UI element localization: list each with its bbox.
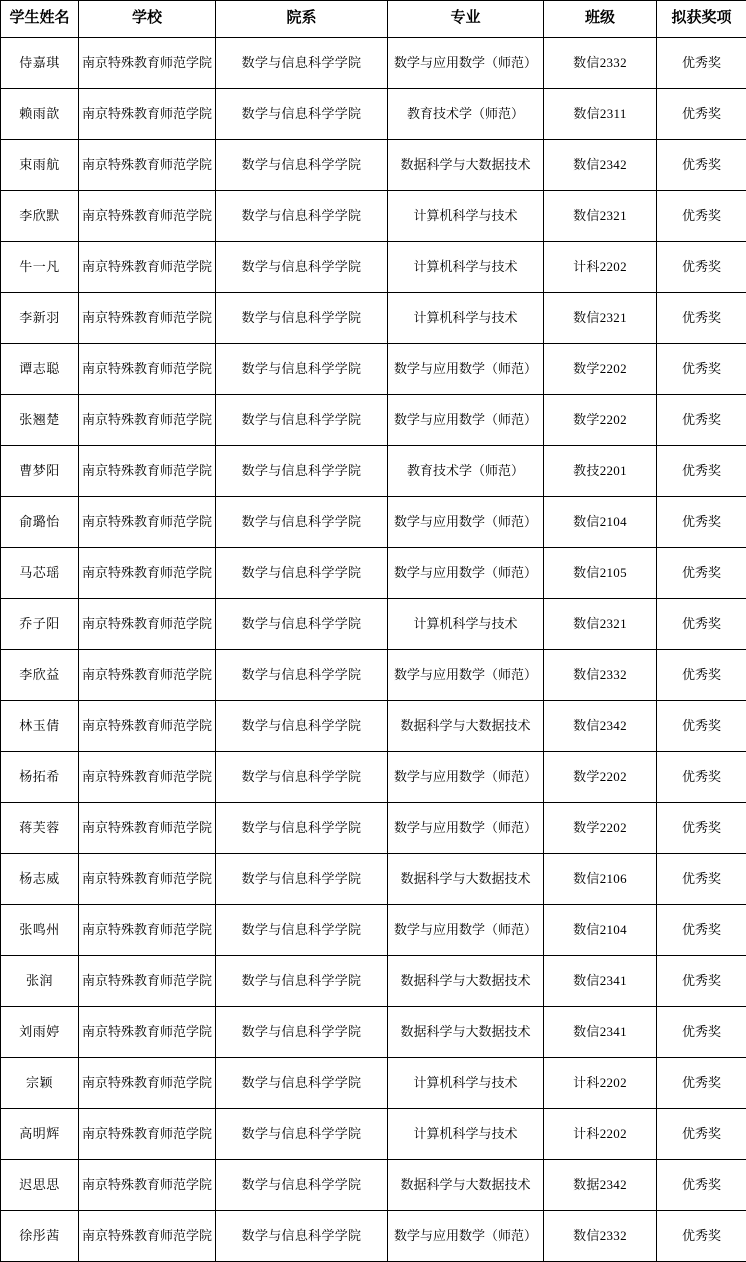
cell-award: 优秀奖 <box>657 293 746 344</box>
cell-class: 数信2321 <box>544 191 657 242</box>
cell-department: 数学与信息科学学院 <box>216 854 388 905</box>
cell-class: 数学2202 <box>544 803 657 854</box>
cell-school: 南京特殊教育师范学院 <box>79 395 216 446</box>
cell-class: 数信2341 <box>544 956 657 1007</box>
cell-school: 南京特殊教育师范学院 <box>79 293 216 344</box>
cell-student-name: 赖雨歆 <box>1 89 79 140</box>
cell-class: 数学2202 <box>544 395 657 446</box>
cell-major: 数据科学与大数据技术 <box>388 1007 544 1058</box>
cell-department: 数学与信息科学学院 <box>216 701 388 752</box>
table-body <box>1 38 746 1262</box>
cell-student-name: 徐彤茜 <box>1 1211 79 1262</box>
cell-class: 数信2332 <box>544 38 657 89</box>
table-row <box>1 395 746 446</box>
cell-school: 南京特殊教育师范学院 <box>79 599 216 650</box>
cell-school: 南京特殊教育师范学院 <box>79 191 216 242</box>
cell-class: 数信2321 <box>544 599 657 650</box>
column-header-award: 拟获奖项 <box>657 1 746 38</box>
table-row <box>1 1160 746 1211</box>
cell-student-name: 李欣默 <box>1 191 79 242</box>
cell-school: 南京特殊教育师范学院 <box>79 854 216 905</box>
cell-department: 数学与信息科学学院 <box>216 242 388 293</box>
cell-department: 数学与信息科学学院 <box>216 1007 388 1058</box>
cell-department: 数学与信息科学学院 <box>216 1058 388 1109</box>
cell-department: 数学与信息科学学院 <box>216 1160 388 1211</box>
cell-class: 数据2342 <box>544 1160 657 1211</box>
cell-class: 计科2202 <box>544 1109 657 1160</box>
cell-department: 数学与信息科学学院 <box>216 395 388 446</box>
cell-student-name: 迟思思 <box>1 1160 79 1211</box>
cell-school: 南京特殊教育师范学院 <box>79 1109 216 1160</box>
cell-major: 数据科学与大数据技术 <box>388 140 544 191</box>
cell-school: 南京特殊教育师范学院 <box>79 548 216 599</box>
cell-major: 数据科学与大数据技术 <box>388 956 544 1007</box>
table-row <box>1 905 746 956</box>
cell-department: 数学与信息科学学院 <box>216 599 388 650</box>
cell-award: 优秀奖 <box>657 1109 746 1160</box>
cell-school: 南京特殊教育师范学院 <box>79 446 216 497</box>
cell-class: 数信2106 <box>544 854 657 905</box>
cell-major: 数学与应用数学（师范） <box>388 752 544 803</box>
cell-major: 计算机科学与技术 <box>388 242 544 293</box>
cell-major: 数据科学与大数据技术 <box>388 1160 544 1211</box>
column-header-class: 班级 <box>544 1 657 38</box>
cell-school: 南京特殊教育师范学院 <box>79 242 216 293</box>
cell-class: 数信2332 <box>544 650 657 701</box>
cell-award: 优秀奖 <box>657 395 746 446</box>
table-row <box>1 38 746 89</box>
cell-student-name: 杨拓希 <box>1 752 79 803</box>
column-header-school: 学校 <box>79 1 216 38</box>
cell-department: 数学与信息科学学院 <box>216 38 388 89</box>
cell-student-name: 刘雨婷 <box>1 1007 79 1058</box>
cell-class: 数学2202 <box>544 344 657 395</box>
cell-class: 数信2105 <box>544 548 657 599</box>
cell-school: 南京特殊教育师范学院 <box>79 1160 216 1211</box>
cell-class: 数信2321 <box>544 293 657 344</box>
cell-department: 数学与信息科学学院 <box>216 905 388 956</box>
cell-major: 数学与应用数学（师范） <box>388 344 544 395</box>
cell-student-name: 李新羽 <box>1 293 79 344</box>
table-row <box>1 1007 746 1058</box>
table-row <box>1 599 746 650</box>
table-row <box>1 1211 746 1262</box>
table-row <box>1 1058 746 1109</box>
cell-student-name: 马芯瑶 <box>1 548 79 599</box>
table-row <box>1 446 746 497</box>
cell-student-name: 侍嘉琪 <box>1 38 79 89</box>
cell-department: 数学与信息科学学院 <box>216 1109 388 1160</box>
cell-school: 南京特殊教育师范学院 <box>79 140 216 191</box>
cell-major: 计算机科学与技术 <box>388 191 544 242</box>
table-row <box>1 497 746 548</box>
column-header-student-name: 学生姓名 <box>1 1 79 38</box>
cell-award: 优秀奖 <box>657 650 746 701</box>
cell-class: 计科2202 <box>544 1058 657 1109</box>
cell-award: 优秀奖 <box>657 497 746 548</box>
cell-award: 优秀奖 <box>657 1007 746 1058</box>
cell-student-name: 谭志聪 <box>1 344 79 395</box>
cell-student-name: 高明辉 <box>1 1109 79 1160</box>
cell-class: 计科2202 <box>544 242 657 293</box>
cell-department: 数学与信息科学学院 <box>216 293 388 344</box>
cell-major: 数学与应用数学（师范） <box>388 1211 544 1262</box>
cell-school: 南京特殊教育师范学院 <box>79 1007 216 1058</box>
cell-award: 优秀奖 <box>657 548 746 599</box>
cell-department: 数学与信息科学学院 <box>216 650 388 701</box>
cell-school: 南京特殊教育师范学院 <box>79 1211 216 1262</box>
table-row <box>1 548 746 599</box>
cell-major: 数据科学与大数据技术 <box>388 854 544 905</box>
cell-major: 计算机科学与技术 <box>388 1109 544 1160</box>
cell-school: 南京特殊教育师范学院 <box>79 956 216 1007</box>
cell-student-name: 李欣益 <box>1 650 79 701</box>
table-row <box>1 650 746 701</box>
cell-student-name: 杨志威 <box>1 854 79 905</box>
cell-class: 数信2332 <box>544 1211 657 1262</box>
cell-major: 数学与应用数学（师范） <box>388 548 544 599</box>
cell-major: 计算机科学与技术 <box>388 293 544 344</box>
cell-department: 数学与信息科学学院 <box>216 752 388 803</box>
table-row <box>1 854 746 905</box>
cell-major: 数学与应用数学（师范） <box>388 650 544 701</box>
table-row <box>1 344 746 395</box>
cell-department: 数学与信息科学学院 <box>216 344 388 395</box>
cell-department: 数学与信息科学学院 <box>216 497 388 548</box>
cell-department: 数学与信息科学学院 <box>216 140 388 191</box>
cell-department: 数学与信息科学学院 <box>216 803 388 854</box>
cell-major: 数学与应用数学（师范） <box>388 395 544 446</box>
cell-award: 优秀奖 <box>657 1058 746 1109</box>
table-row <box>1 956 746 1007</box>
cell-class: 数信2341 <box>544 1007 657 1058</box>
cell-class: 数信2342 <box>544 701 657 752</box>
cell-department: 数学与信息科学学院 <box>216 956 388 1007</box>
table-row <box>1 242 746 293</box>
table-header-row <box>1 1 746 38</box>
cell-award: 优秀奖 <box>657 89 746 140</box>
cell-award: 优秀奖 <box>657 140 746 191</box>
column-header-major: 专业 <box>388 1 544 38</box>
cell-department: 数学与信息科学学院 <box>216 89 388 140</box>
table-row <box>1 89 746 140</box>
table-row <box>1 803 746 854</box>
cell-award: 优秀奖 <box>657 752 746 803</box>
cell-major: 教育技术学（师范） <box>388 446 544 497</box>
cell-award: 优秀奖 <box>657 1211 746 1262</box>
cell-class: 数信2342 <box>544 140 657 191</box>
cell-student-name: 曹梦阳 <box>1 446 79 497</box>
cell-department: 数学与信息科学学院 <box>216 446 388 497</box>
cell-school: 南京特殊教育师范学院 <box>79 344 216 395</box>
table-row <box>1 752 746 803</box>
cell-school: 南京特殊教育师范学院 <box>79 650 216 701</box>
cell-student-name: 宗颖 <box>1 1058 79 1109</box>
cell-major: 计算机科学与技术 <box>388 599 544 650</box>
cell-student-name: 乔子阳 <box>1 599 79 650</box>
cell-award: 优秀奖 <box>657 446 746 497</box>
table-row <box>1 140 746 191</box>
cell-major: 计算机科学与技术 <box>388 1058 544 1109</box>
cell-major: 数学与应用数学（师范） <box>388 497 544 548</box>
cell-award: 优秀奖 <box>657 1160 746 1211</box>
cell-award: 优秀奖 <box>657 854 746 905</box>
cell-major: 数学与应用数学（师范） <box>388 38 544 89</box>
cell-school: 南京特殊教育师范学院 <box>79 803 216 854</box>
cell-award: 优秀奖 <box>657 599 746 650</box>
column-header-department: 院系 <box>216 1 388 38</box>
cell-department: 数学与信息科学学院 <box>216 548 388 599</box>
cell-award: 优秀奖 <box>657 38 746 89</box>
table-row <box>1 191 746 242</box>
table-row <box>1 293 746 344</box>
cell-class: 数信2311 <box>544 89 657 140</box>
cell-award: 优秀奖 <box>657 956 746 1007</box>
cell-class: 数学2202 <box>544 752 657 803</box>
cell-school: 南京特殊教育师范学院 <box>79 905 216 956</box>
cell-school: 南京特殊教育师范学院 <box>79 1058 216 1109</box>
cell-award: 优秀奖 <box>657 242 746 293</box>
cell-student-name: 张翘楚 <box>1 395 79 446</box>
cell-school: 南京特殊教育师范学院 <box>79 497 216 548</box>
cell-award: 优秀奖 <box>657 905 746 956</box>
cell-department: 数学与信息科学学院 <box>216 1211 388 1262</box>
cell-school: 南京特殊教育师范学院 <box>79 752 216 803</box>
cell-student-name: 牛一凡 <box>1 242 79 293</box>
cell-major: 教育技术学（师范） <box>388 89 544 140</box>
cell-major: 数学与应用数学（师范） <box>388 905 544 956</box>
cell-school: 南京特殊教育师范学院 <box>79 701 216 752</box>
cell-award: 优秀奖 <box>657 191 746 242</box>
cell-student-name: 俞璐怡 <box>1 497 79 548</box>
cell-school: 南京特殊教育师范学院 <box>79 38 216 89</box>
cell-class: 数信2104 <box>544 497 657 548</box>
cell-student-name: 张鸣州 <box>1 905 79 956</box>
cell-school: 南京特殊教育师范学院 <box>79 89 216 140</box>
cell-award: 优秀奖 <box>657 701 746 752</box>
cell-student-name: 张润 <box>1 956 79 1007</box>
cell-class: 数信2104 <box>544 905 657 956</box>
cell-department: 数学与信息科学学院 <box>216 191 388 242</box>
table-row <box>1 701 746 752</box>
cell-award: 优秀奖 <box>657 803 746 854</box>
cell-major: 数据科学与大数据技术 <box>388 701 544 752</box>
cell-award: 优秀奖 <box>657 344 746 395</box>
table-row <box>1 1109 746 1160</box>
cell-student-name: 林玉倩 <box>1 701 79 752</box>
cell-student-name: 蒋芙蓉 <box>1 803 79 854</box>
cell-major: 数学与应用数学（师范） <box>388 803 544 854</box>
cell-class: 教技2201 <box>544 446 657 497</box>
cell-student-name: 束雨航 <box>1 140 79 191</box>
